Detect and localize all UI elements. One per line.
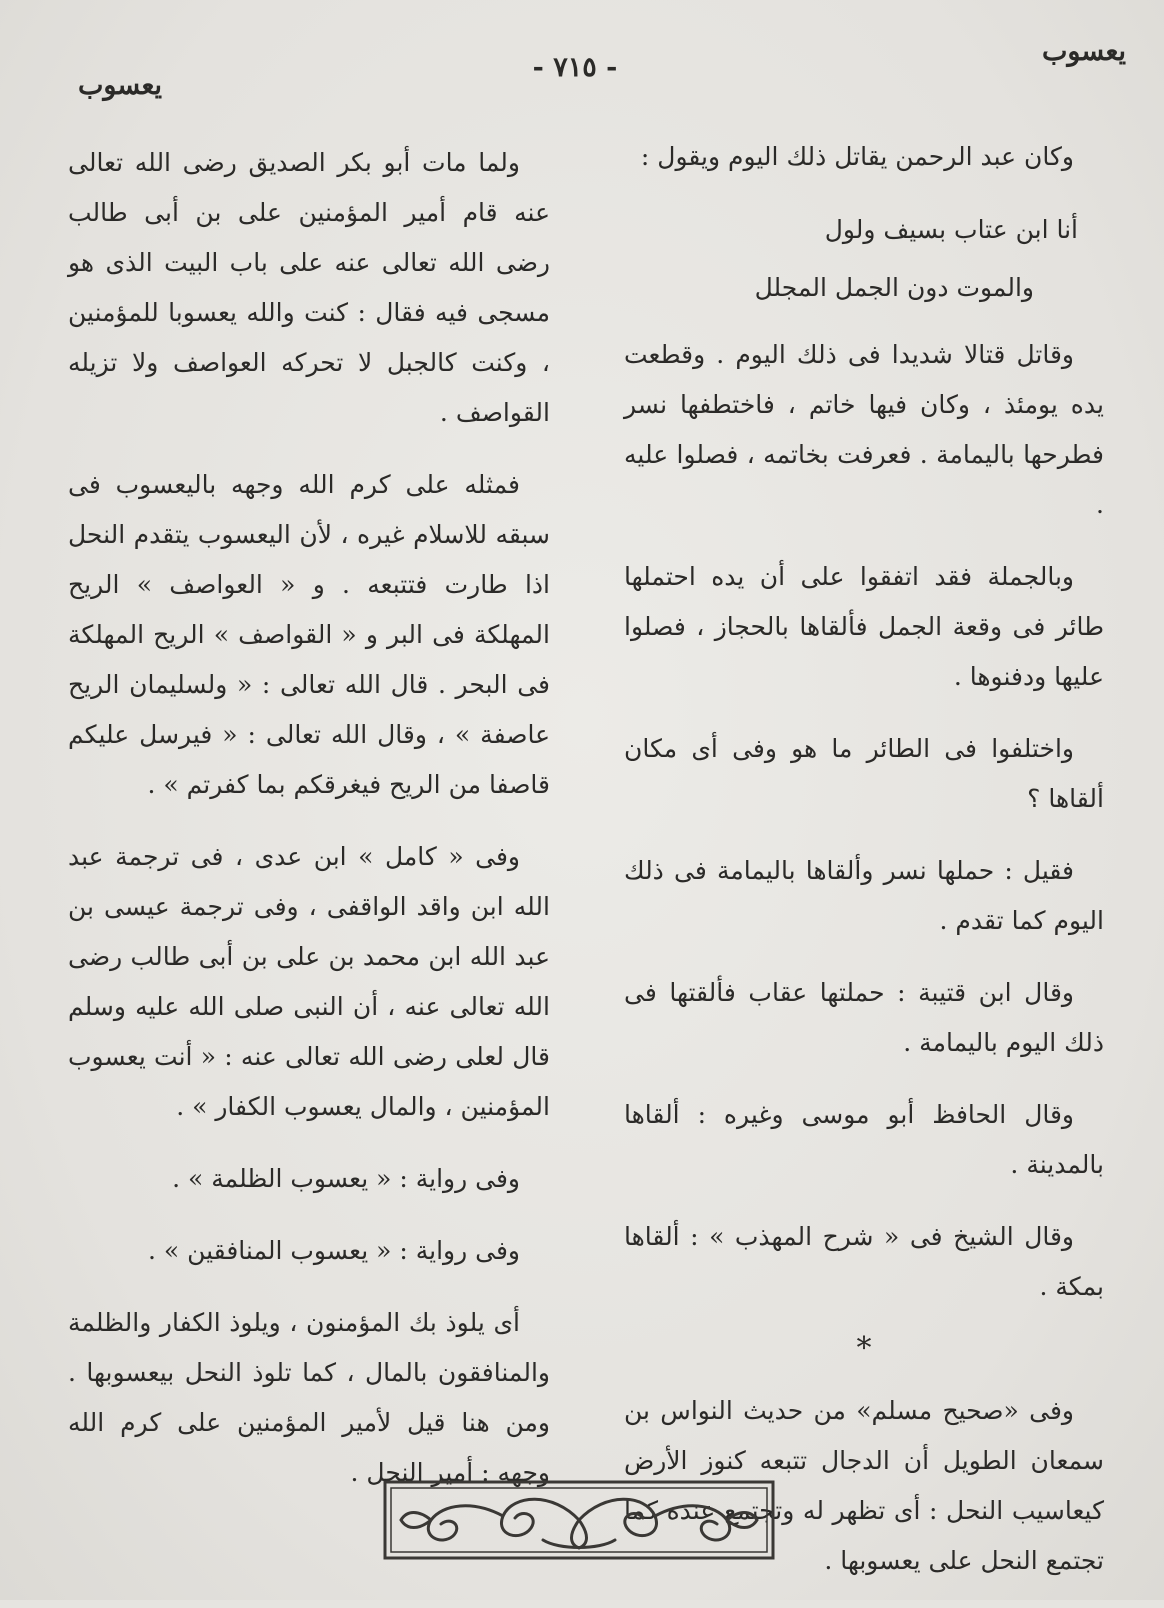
paragraph: وقال الحافظ أبو موسى وغيره : ألقاها بالمدينة . <box>624 1100 1104 1179</box>
tailpiece-ornament-icon <box>383 1480 775 1560</box>
section-separator: * <box>856 1331 872 1366</box>
running-head-right: يعسوب <box>1042 36 1126 67</box>
paragraph: ولما مات أبو بكر الصديق رضى الله تعالى عنه قام أمير المؤمنين على بن أبى طالب رضى الله تعالى عنه على باب البيت الذى هو مسجى فيه فقال : كنت والله يعسوبا للمؤمنين ، وكنت كالجبل لا تحركه العواصف ولا تزيله القواصف . <box>68 148 550 427</box>
paragraph: فقيل : حملها نسر وألقاها باليمامة فى ذلك اليوم كما تقدم . <box>624 856 1104 935</box>
running-head-left: يعسوب <box>78 70 162 101</box>
paragraph: وقال ابن قتيبة : حملتها عقاب فألقتها فى ذلك اليوم باليمامة . <box>624 978 1104 1057</box>
paragraph-intro: وكان عبد الرحمن يقاتل ذلك اليوم ويقول : <box>640 142 1074 171</box>
left-column <box>68 138 550 1520</box>
paragraph: فمثله على كرم الله وجهه باليعسوب فى سبقه للاسلام غيره ، لأن اليعسوب يتقدم النحل اذا طارت فتتبعه . و « العواصف » الريح المهلكة فى البر و « القواصف » الريح المهلكة فى البحر . قال الله تعالى : « ولسليمان الريح عاصفة » ، وقال الله تعالى : « فيرسل عليكم قاصفا من الريح فيغرقكم بما كفرتم » . <box>68 470 550 799</box>
paragraph: أى يلوذ بك المؤمنون ، ويلوذ الكفار والظلمة والمنافقون بالمال ، كما تلوذ النحل بيعسوبها . ومن هنا قيل لأمير المؤمنين على كرم الله وجهه : أمير النحل . <box>68 1308 550 1487</box>
paragraph: واختلفوا فى الطائر ما هو وفى أى مكان ألقاها ؟ <box>624 734 1104 813</box>
paragraph: وقاتل قتالا شديدا فى ذلك اليوم . وقطعت يده يومئذ ، وكان فيها خاتم ، فاختطفها نسر فطرحها باليمامة . فعرفت بخاتمه ، فصلوا عليه . <box>624 340 1104 519</box>
page-number: - ٧١٥ - <box>532 52 618 83</box>
paragraph: وفى رواية : « يعسوب المنافقين » . <box>147 1236 520 1265</box>
paragraph: وبالجملة فقد اتفقوا على أن يده احتملها طائر فى وقعة الجمل فألقاها بالحجاز ، فصلوا عليها ودفنوها . <box>624 562 1104 691</box>
page-header <box>0 30 1164 101</box>
verse-line-1: أنا ابن عتاب بسيف ولول <box>824 215 1078 244</box>
paragraph: وفى رواية : « يعسوب الظلمة » . <box>172 1164 520 1193</box>
paragraph: وفى « كامل » ابن عدى ، فى ترجمة عبد الله ابن واقد الواقفى ، وفى ترجمة عيسى بن عبد الله ابن محمد بن على بن أبى طالب رضى الله تعالى عنه ، أن النبى صلى الله عليه وسلم قال لعلى رضى الله تعالى عنه : « أنت يعسوب المؤمنين ، والمال يعسوب الكفار » . <box>68 842 550 1121</box>
verse-line-2: والموت دون الجمل المجلل <box>754 273 1034 302</box>
paragraph: وفى «صحيح مسلم» من حديث النواس بن سمعان الطويل أن الدجال تتبعه كنوز الأرض كيعاسيب النحل : أى تظهر له وتجتمع عنده كما تجتمع النحل على يعسوبها . <box>624 1396 1104 1575</box>
paragraph: وقال الشيخ فى « شرح المهذب » : ألقاها بمكة . <box>624 1222 1104 1301</box>
right-column <box>624 132 1104 1608</box>
